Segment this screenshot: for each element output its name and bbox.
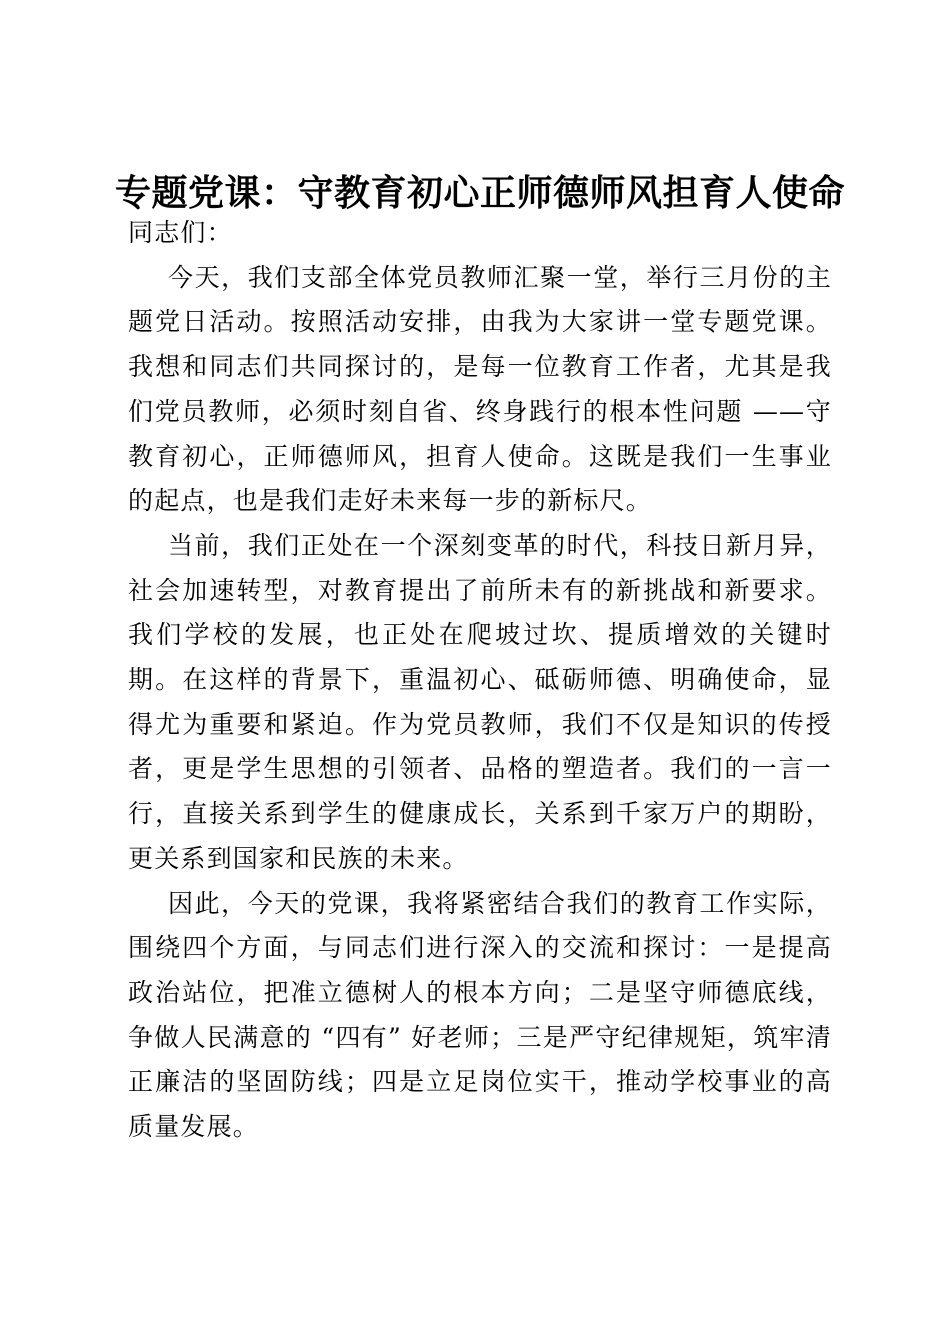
- document-body: [128, 211, 832, 1150]
- paragraph-outline: 因此，今天的党课，我将紧密结合我们的教育工作实际，围绕四个方面，与同志们进行深入的交流和探讨：一是提高政治站位，把准立德树人的根本方向；二是坚守师德底线，争做人民满意的 “四有” 好老师；三是严守纪律规矩，筑牢清正廉洁的坚固防线；四是立足岗位实干，推动学校事业的高质量发展。: [128, 888, 832, 1142]
- document-title: 专题党课：守教育初心正师德师风担育人使命: [114, 172, 845, 214]
- salutation: 同志们：: [128, 218, 233, 247]
- paragraph-opening: 今天，我们支部全体党员教师汇聚一堂，举行三月份的主题党日活动。按照活动安排，由我为大家讲一堂专题党课。我想和同志们共同探讨的，是每一位教育工作者，尤其是我们党员教师，必须时刻自省、终身践行的根本性问题 ——守教育初心，正师德师风，担育人使命。这既是我们一生事业的起点，也是我们走好未来每一步的新标尺。: [128, 262, 832, 516]
- paragraph-context: 当前，我们正处在一个深刻变革的时代，科技日新月异，社会加速转型，对教育提出了前所未有的新挑战和新要求。我们学校的发展，也正处在爬坡过坎、提质增效的关键时期。在这样的背景下，重温初心、砥砺师德、明确使命，显得尤为重要和紧迫。作为党员教师，我们不仅是知识的传授者，更是学生思想的引领者、品格的塑造者。我们的一言一行，直接关系到学生的健康成长，关系到千家万户的期盼，更关系到国家和民族的未来。: [128, 530, 832, 873]
